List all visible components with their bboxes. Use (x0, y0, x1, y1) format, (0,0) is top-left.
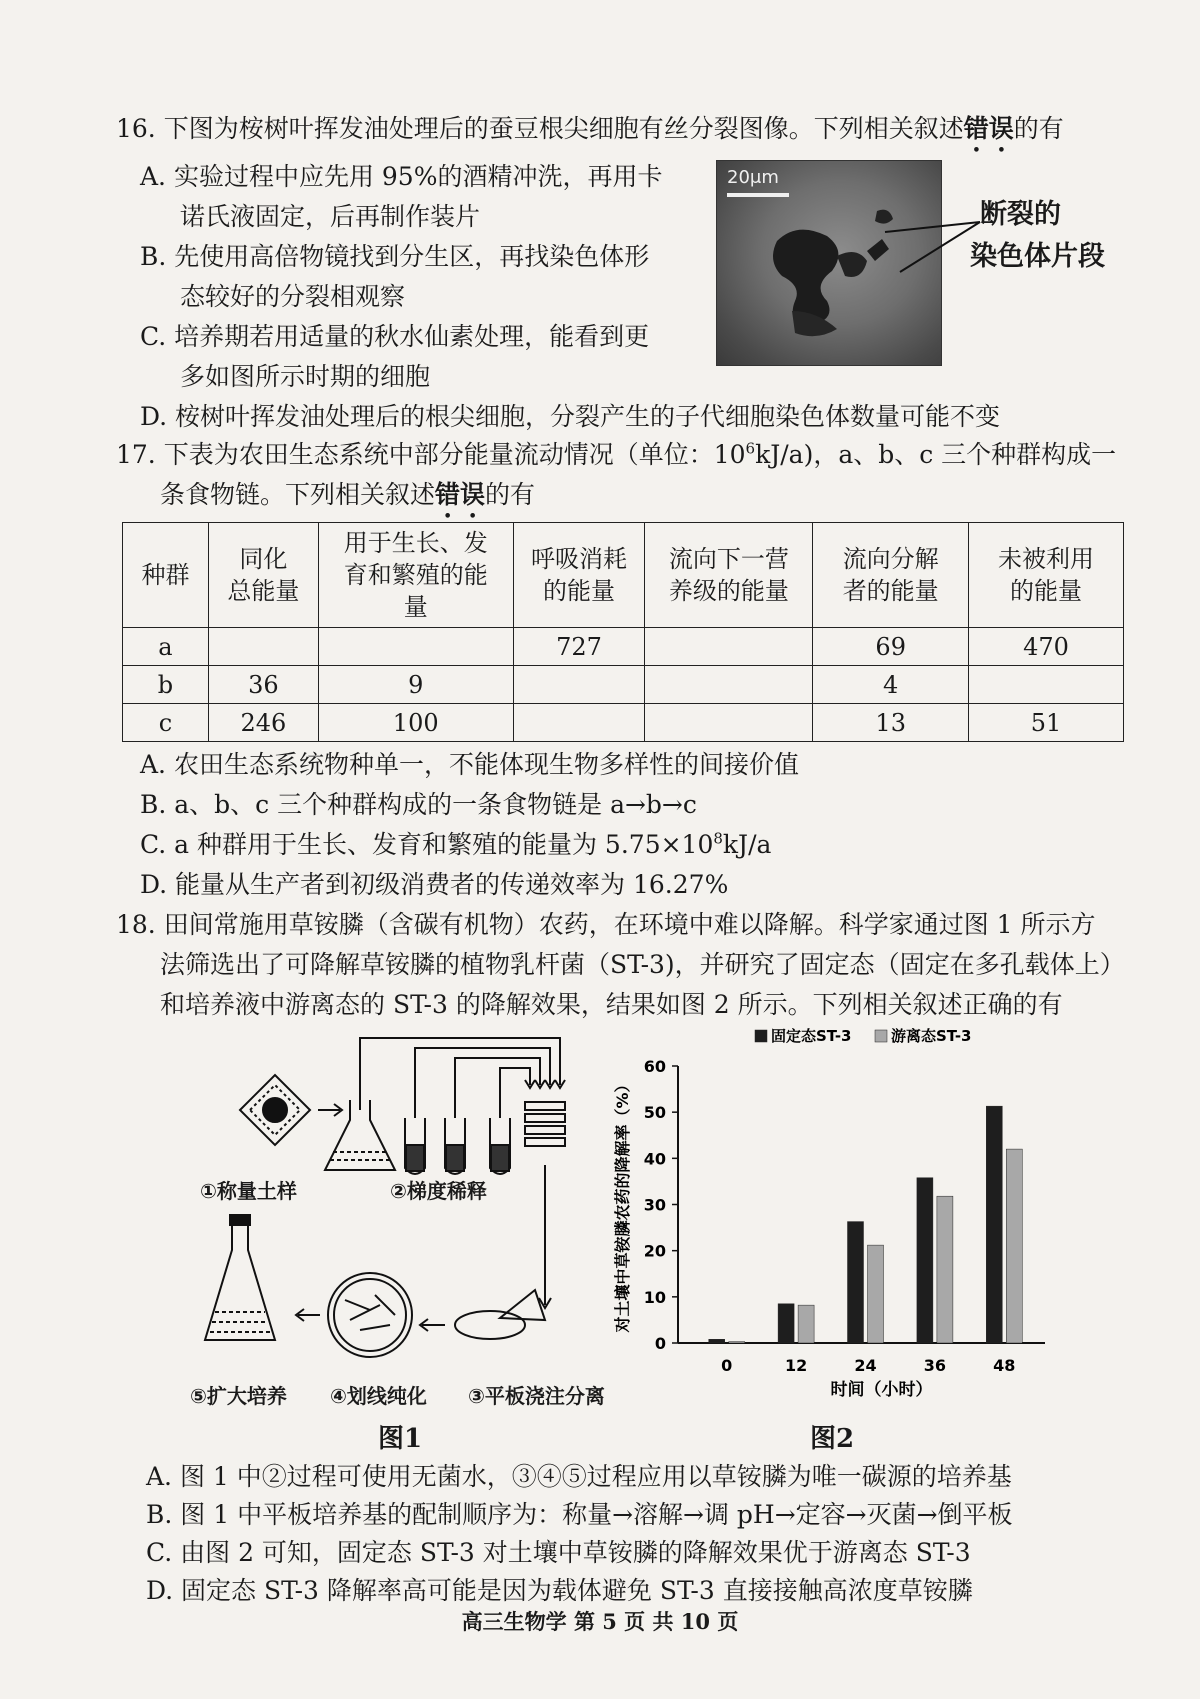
x-axis-label: 时间（小时） (830, 1380, 933, 1400)
table-row (123, 628, 1124, 666)
q16-option-b-line1: B. 先使用高倍物镜找到分生区，再找染色体形 (140, 242, 650, 271)
q18-option-a: A. 图 1 中②过程可使用无菌水，③④⑤过程应用以草铵膦为唯一碳源的培养基 (146, 1462, 1012, 1491)
pour-plate-icon (455, 1290, 545, 1339)
table-cell: 13 (813, 704, 969, 742)
table-cell: 100 (318, 704, 513, 742)
bar-free (798, 1305, 814, 1343)
q18-option-b: B. 图 1 中平板培养基的配制顺序为：称量→溶解→调 pH→定容→灭菌→倒平板 (146, 1500, 1013, 1529)
page-footer: 高三生物学 第 5 页 共 10 页 (461, 1609, 739, 1634)
bar-fixed (986, 1106, 1002, 1343)
table-header-cell: 种群 (123, 523, 209, 628)
plate-stack-icon (525, 1102, 565, 1146)
table-cell: 4 (813, 666, 969, 704)
table-cell (645, 704, 813, 742)
y-tick-label: 30 (643, 1195, 666, 1215)
x-tick-label: 48 (993, 1356, 1016, 1375)
fig1-caption: 图1 (378, 1424, 423, 1454)
q16-option-c-line1: C. 培养期若用适量的秋水仙素处理，能看到更 (140, 322, 650, 351)
legend-label: 游离态ST-3 (891, 1027, 972, 1045)
x-tick-label: 0 (721, 1356, 733, 1375)
x-tick-label: 36 (923, 1356, 947, 1375)
energy-flow-table (122, 522, 1124, 742)
table-cell: b (123, 666, 209, 704)
q18-stem-line3: 和培养液中游离态的 ST-3 的降解效果，结果如图 2 所示。下列相关叙述正确的有 (160, 990, 1063, 1019)
table-header-cell: 流向分解 者的能量 (813, 523, 969, 628)
y-tick-label: 60 (643, 1057, 666, 1076)
q17-stem-line2-text: 条食物链。下列相关叙述 (160, 480, 436, 509)
table-cell: a (123, 628, 209, 666)
q16-option-b-line2: 态较好的分裂相观察 (180, 282, 406, 311)
q16-stem (116, 112, 1064, 158)
table-header-cell: 呼吸消耗 的能量 (513, 523, 645, 628)
arrow-icon (296, 1309, 320, 1321)
q16-option-a-line1: A. 实验过程中应先用 95%的酒精冲洗，再用卡 (140, 162, 663, 191)
table-row (123, 704, 1124, 742)
culture-flask-icon (205, 1215, 275, 1340)
table-cell (318, 628, 513, 666)
y-tick-label: 40 (643, 1149, 666, 1169)
fig2-bar-chart (600, 1018, 1060, 1413)
q17-option-c-unit: kJ/a (722, 830, 772, 859)
fig2-caption: 图2 (810, 1424, 855, 1454)
legend-swatch (875, 1030, 887, 1042)
table-header-cell: 流向下一营 养级的能量 (645, 523, 813, 628)
micrograph-scale-label: 20μm (727, 167, 779, 188)
fig1-step-5: ⑤扩大培养 (190, 1384, 287, 1408)
y-axis-label: 对土壤中草铵膦农药的降解率（%） (613, 1076, 632, 1333)
q17-stem-line2-tail: 的有 (485, 480, 536, 509)
bar-fixed (709, 1339, 725, 1343)
q17-stem-line2 (160, 478, 535, 524)
legend-swatch (755, 1030, 767, 1042)
q17-stem-unit: kJ/a)，a、b、c 三个种群构成一 (755, 440, 1117, 469)
table-row (123, 666, 1124, 704)
q17-option-c (140, 828, 771, 862)
q18-option-d: D. 固定态 ST-3 降解率高可能是因为载体避免 ST-3 直接接触高浓度草铵膦 (146, 1576, 973, 1605)
x-tick-label: 12 (784, 1356, 808, 1375)
table-cell (645, 628, 813, 666)
q18-option-c: C. 由图 2 可知，固定态 ST-3 对土壤中草铵膦的降解效果优于游离态 ST-3 (146, 1538, 971, 1567)
q16-stem-emphasis: 错误 (963, 114, 1014, 143)
table-cell: 470 (969, 628, 1124, 666)
table-cell (645, 666, 813, 704)
y-tick-label: 50 (643, 1103, 666, 1123)
table-header-cell: 未被利用 的能量 (969, 523, 1124, 628)
callout-label-line1: 断裂的 (980, 199, 1061, 230)
arrow-icon (539, 1165, 551, 1308)
q17-option-b: B. a、b、c 三个种群构成的一条食物链是 a→b→c (140, 790, 697, 819)
q17-option-c-exponent: 8 (713, 829, 723, 848)
y-tick-label: 10 (643, 1287, 666, 1307)
bar-fixed (848, 1222, 864, 1343)
q18-stem-line1: 18. 田间常施用草铵膦（含碳有机物）农药，在环境中难以降解。科学家通过图 1 所示方 (116, 910, 1096, 939)
soil-sample-icon (240, 1075, 310, 1145)
callout-label-line2: 染色体片段 (970, 241, 1105, 272)
bar-fixed (917, 1178, 933, 1343)
table-cell: 246 (208, 704, 318, 742)
table-cell: 69 (813, 628, 969, 666)
bar-free (1006, 1149, 1022, 1343)
legend-label: 固定态ST-3 (771, 1027, 852, 1045)
q17-stem-emphasis: 错误 (435, 480, 486, 509)
fig1-step-3: ③平板浇注分离 (468, 1384, 605, 1408)
table-cell (513, 704, 645, 742)
q17-stem-text: 17. 下表为农田生态系统中部分能量流动情况（单位：10 (116, 440, 746, 469)
table-cell (513, 666, 645, 704)
fig1-diagram (200, 1030, 620, 1410)
table-header-cell: 用于生长、发 育和繁殖的能 量 (318, 523, 513, 628)
table-cell: c (123, 704, 209, 742)
arrow-icon (318, 1104, 342, 1116)
test-tube-icon (405, 1118, 510, 1174)
fig1-step-2: ②梯度稀释 (390, 1179, 487, 1203)
q16-stem-text: 16. 下图为桉树叶挥发油处理后的蚕豆根尖细胞有丝分裂图像。下列相关叙述 (116, 114, 964, 143)
table-cell: 9 (318, 666, 513, 704)
table-header-row (123, 523, 1124, 628)
table-cell: 51 (969, 704, 1124, 742)
bar-fixed (778, 1304, 794, 1343)
y-tick-label: 0 (654, 1334, 666, 1353)
q16-option-a-line2: 诺氏液固定，后再制作装片 (180, 202, 481, 231)
bar-free (868, 1245, 884, 1343)
fig1-step-1: ①称量土样 (200, 1179, 297, 1203)
arrow-icon (420, 1319, 445, 1331)
q16-stem-tail: 的有 (1013, 114, 1064, 143)
q17-stem-line1 (116, 438, 1116, 472)
q17-option-a: A. 农田生态系统物种单一，不能体现生物多样性的间接价值 (140, 750, 799, 779)
y-tick-label: 20 (643, 1241, 666, 1261)
q17-stem-exponent: 6 (745, 439, 756, 458)
table-cell: 727 (513, 628, 645, 666)
table-cell (208, 628, 318, 666)
x-tick-label: 24 (854, 1356, 877, 1375)
q17-option-d: D. 能量从生产者到初级消费者的传递效率为 16.27% (140, 870, 729, 899)
table-header-cell: 同化 总能量 (208, 523, 318, 628)
table-cell (969, 666, 1124, 704)
fig1-step-4: ④划线纯化 (330, 1384, 427, 1408)
bar-free (937, 1196, 953, 1343)
table-cell: 36 (208, 666, 318, 704)
q16-option-d: D. 桉树叶挥发油处理后的根尖细胞，分裂产生的子代细胞染色体数量可能不变 (140, 402, 1001, 431)
streak-plate-icon (328, 1273, 412, 1357)
bar-free (729, 1342, 745, 1343)
q18-stem-line2: 法筛选出了可降解草铵膦的植物乳杆菌（ST-3)，并研究了固定态（固定在多孔载体上） (160, 950, 1125, 979)
q17-option-c-text: C. a 种群用于生长、发育和繁殖的能量为 5.75×10 (140, 830, 714, 859)
q16-option-c-line2: 多如图所示时期的细胞 (180, 362, 431, 391)
